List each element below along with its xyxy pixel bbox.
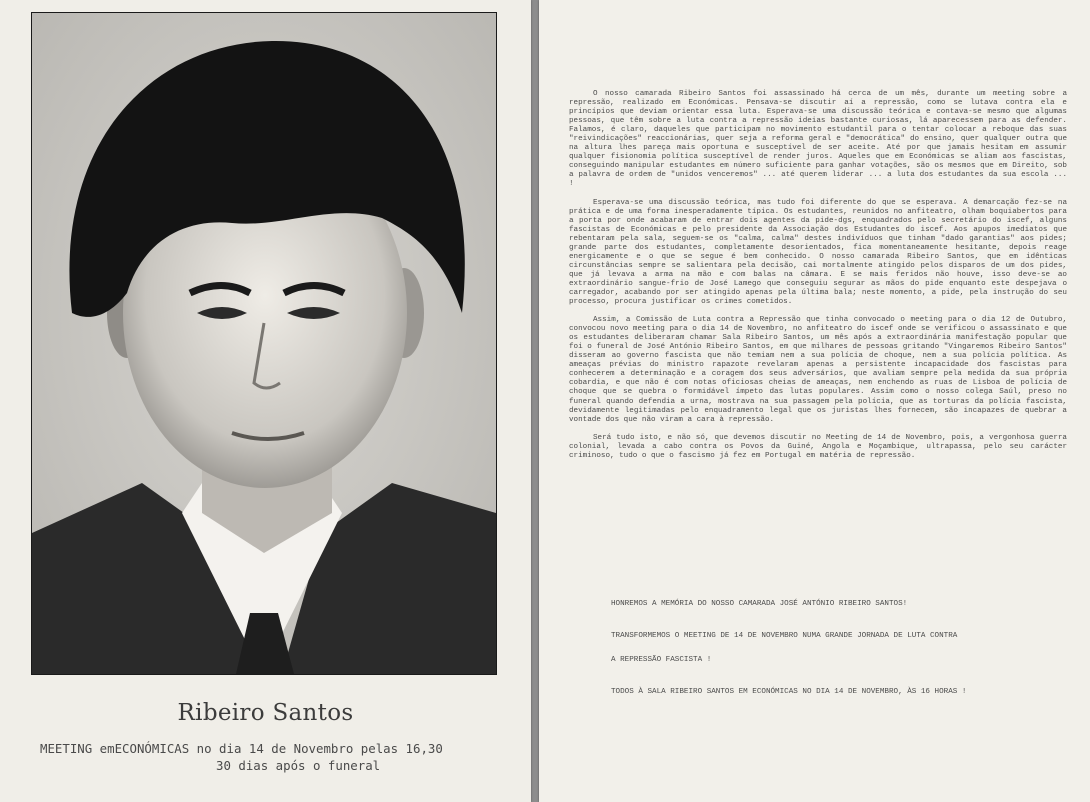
left-page [0,0,531,802]
meeting-line-2: 30 dias após o funeral [216,758,381,773]
article-body [569,90,1067,470]
slogan: HONREMOS A MEMÓRIA DO NOSSO CAMARADA JOSÉ ANTÓNIO RIBEIRO SANTOS! [611,600,908,608]
slogan: TODOS À SALA RIBEIRO SANTOS EM ECONÓMICAS NO DIA 14 DE NOVEMBRO, ÀS 16 HORAS ! [611,688,967,696]
person-name: Ribeiro Santos [177,700,354,726]
paragraph: O nosso camarada Ribeiro Santos foi assassinado há cerca de um mês, durante um meeting sobre a repressão, realizado em Económicas. Pensava-se discutir aí a repressão, como se lutava contra ela e princípios que deviam orientar essa luta. Esperava-se uma discussão teórica e contava-se mesmo que algumas pessoas, que têm sobre a luta contra a repressão ideias bastante curiosas, lá aparecessem para as defender. Falamos, é claro, daqueles que participam no movimento estudantil para o tentar colocar a reboque das suas "reivindicações" reaccionárias, quer seja a reforma geral e "democrática" do ensino, quer qualquer outra que na altura lhes pareça mais oportuna e susceptível de ser aceite. Até por que jamais hesitam em assumir qualquer fisionomia política susceptível de render juros. Aqueles que em Económicas se aliam aos fascistas, conseguindo manipular estudantes em número suficiente para ganhar votações, são os mesmos que em Direito, sob a palavra de ordem de "unidos venceremos" ... até querem liderar ... a luta dos estudantes da sua escola ... ! [569,90,1067,189]
slogan: TRANSFORMEMOS O MEETING DE 14 DE NOVEMBRO NUMA GRANDE JORNADA DE LUTA CONTRA [611,632,958,640]
portrait-image [32,13,496,674]
paragraph: Esperava-se uma discussão teórica, mas tudo foi diferente do que se esperava. A demarcação fez-se na prática e de uma forma inesperadamente típica. Os estudantes, reunidos no anfiteatro, olham boquiabertos para a porta por onde acabaram de entrar dois agentes da pide-dgs, enquadrados pelo secretário do iscef, alguns fascistas de Económicas e pelo presidente da Associação dos Estudantes do iscef. Aos apupos imediatos que rebentaram pela sala, seguem-se os "calma, calma" destes indivíduos que tinham "dado garantias" aos pides; grande parte dos estudantes, completamente desorientados, fica momentaneamente hesitante, depois reage energicamente e o que se segue é bem conhecido. O nosso camarada Ribeiro Santos, que em idênticas circunstâncias sempre se salientara pela decisão, cai mortalmente atingido pelos disparos de um dos pides, que já levava a arma na mão e com balas na câmara. E se mais feridos não houve, isso deve-se ao extraordinário sangue-frio de José Lamego que conseguiu segurar as mãos do pide enquanto este despejava o carregador, acabando por ser atingido apenas pela última bala; neste momento, a pide, pela instrução do seu processo, procura justificar os crimes cometidos. [569,198,1067,307]
paragraph: Será tudo isto, e não só, que devemos discutir no Meeting de 14 de Novembro, pois, a vergonhosa guerra colonial, levada a cabo contra os Povos da Guiné, Angola e Moçambique, ultrapassa, pelo seu carácter criminoso, tudo o que o fascismo já fez em Portugal em matéria de repressão. [569,433,1067,460]
slogan: A REPRESSÃO FASCISTA ! [611,656,712,664]
right-page [539,0,1090,802]
portrait-photo [31,12,497,675]
meeting-line-1: MEETING emECONÓMICAS no dia 14 de Novembro pelas 16,30 [40,741,443,756]
paragraph: Assim, a Comissão de Luta contra a Repressão que tinha convocado o meeting para o dia 12 de Outubro, convocou novo meeting para o dia 14 de Novembro, no anfiteatro do iscef onde se verificou o assassinato e que os estudantes deliberaram chamar Sala Ribeiro Santos, um mês após a extraordinária manifestação popular que foi o funeral de José António Ribeiro Santos, em que milhares de pessoas gritando "Vingaremos Ribeiro Santos" disseram ao governo fascista que não temiam nem a sua polícia de choque, nem a sua polícia política. As ameaças prévias do ministro rapazote revelaram apenas a persistente incapacidade dos fascistas para conhecerem a determinação e a coragem dos seus adversários, que avaliam sempre pela medida da sua própria cobardia, e que não é com notas oficiosas cheias de ameaças, nem enchendo as ruas de Lisboa de polícia de choque que se quebra o formidável ímpeto das lutas populares. Assim como o nosso colega Saúl, preso no funeral quando defendia a urna, mostrava na sua passagem pela polícia, que as torturas da polícia fascista, devidamente legitimadas pelo enquadramento legal que os juristas lhes fornecem, são incapazes de quebrar a vontade dos que não viram a cara à repressão. [569,316,1067,424]
meeting-info [40,740,510,774]
